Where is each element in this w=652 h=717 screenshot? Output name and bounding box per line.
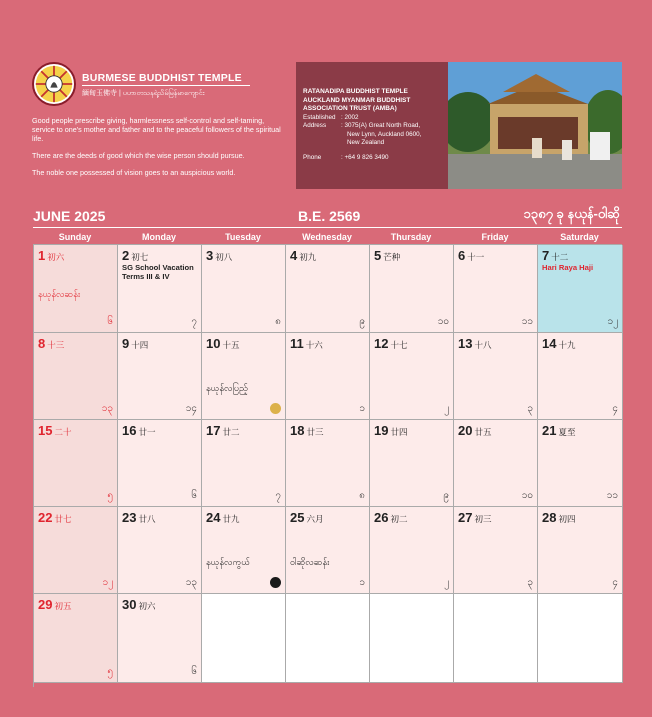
empty-day-cell — [538, 594, 623, 683]
day-number — [374, 336, 407, 351]
day-cell-17 — [202, 420, 286, 507]
day-number — [38, 597, 71, 612]
moon-day-number: ၉ — [359, 316, 365, 327]
day-number-value: 12 — [374, 336, 389, 351]
day-number — [542, 423, 575, 438]
day-cell-20 — [454, 420, 538, 507]
day-cell-29 — [34, 594, 118, 683]
quotes — [32, 116, 282, 185]
day-number-value: 6 — [458, 248, 466, 263]
day-cell-14 — [538, 333, 623, 420]
moon-day-number: ၆ — [191, 490, 197, 501]
weekday-monday: Monday — [141, 232, 176, 242]
chinese-lunar-date: 初七 — [131, 252, 149, 262]
phone-value: : +64 9 826 3490 — [341, 153, 389, 161]
day-cell-26 — [370, 507, 454, 594]
moon-day-number: ၆ — [191, 666, 197, 677]
day-number — [122, 336, 148, 351]
quote-3: The noble one possessed of vision goes to an auspicious world. — [32, 168, 236, 177]
weekday-sunday: Sunday — [58, 232, 92, 242]
weekday-friday: Friday — [481, 232, 509, 242]
moon-day-number: ၄ — [612, 577, 618, 588]
chinese-lunar-date: 十九 — [558, 340, 576, 350]
chinese-lunar-date: 芒种 — [383, 252, 401, 262]
empty-day-cell — [286, 594, 370, 683]
day-number-value: 2 — [122, 248, 130, 263]
month-title: JUNE 2025 — [33, 208, 106, 224]
day-number-value: 11 — [290, 336, 304, 351]
chinese-lunar-date: 初四 — [558, 514, 576, 524]
day-number-value: 7 — [542, 248, 550, 263]
day-number — [290, 423, 323, 438]
day-number-value: 14 — [542, 336, 557, 351]
moon-day-number: ၁၀ — [521, 490, 533, 501]
day-number — [122, 510, 155, 525]
day-cell-11 — [286, 333, 370, 420]
day-cell-8 — [34, 333, 118, 420]
moon-day-number: ၁၃ — [101, 403, 113, 414]
moon-day-number: ၃ — [527, 577, 533, 588]
day-cell-2 — [118, 245, 202, 333]
day-number-value: 5 — [374, 248, 382, 263]
day-number — [206, 423, 239, 438]
day-cell-21 — [538, 420, 623, 507]
day-number-value: 20 — [458, 423, 473, 438]
day-number — [38, 248, 64, 263]
moon-day-number: ၁၂ — [102, 577, 113, 588]
moon-day-number: ၃ — [527, 403, 533, 414]
moon-day-number: ၈ — [359, 490, 365, 501]
moon-day-number: ၁၁ — [606, 490, 618, 501]
day-number — [290, 510, 323, 525]
quote-1: Good people prescribe giving, harmlessness self-control and self-taming, service to one's mother and father and to the peaceful followers of the spiritual life. — [32, 116, 281, 143]
address-line-3: New Zealand — [347, 139, 385, 146]
day-cell-15 — [34, 420, 118, 507]
day-number — [38, 510, 71, 525]
day-number — [38, 423, 71, 438]
day-number — [542, 336, 575, 351]
moon-day-number: ၁ — [359, 577, 365, 588]
day-number — [206, 510, 239, 525]
day-number-value: 23 — [122, 510, 137, 525]
chinese-lunar-date: 廿七 — [54, 514, 72, 524]
temple-subtitle: 緬甸玉佛寺 | ပဟာတသနရဲ့သိမ်မြန်မာကျောင်း — [82, 90, 205, 97]
day-cell-12 — [370, 333, 454, 420]
info-phone — [303, 154, 448, 163]
day-number — [122, 597, 155, 612]
day-number-value: 1 — [38, 248, 46, 263]
empty-day-cell — [454, 594, 538, 683]
info-established — [303, 114, 448, 123]
day-number — [290, 248, 316, 263]
chinese-lunar-date: 初二 — [390, 514, 408, 524]
day-number-value: 10 — [206, 336, 221, 351]
moon-day-number: ၇ — [275, 490, 281, 501]
buddhist-era-title: B.E. 2569 — [298, 208, 361, 224]
moon-day-number: ၄ — [612, 403, 618, 414]
day-number-value: 29 — [38, 597, 53, 612]
day-number — [542, 510, 575, 525]
holiday-note: Hari Raya Haji — [542, 263, 594, 272]
chinese-lunar-date: 廿五 — [474, 427, 492, 437]
chinese-lunar-date: 十一 — [467, 252, 485, 262]
weekday-tuesday: Tuesday — [225, 232, 261, 242]
day-number — [458, 423, 491, 438]
moon-day-number: ၆ — [107, 316, 113, 327]
moon-day-number: ၇ — [191, 316, 197, 327]
day-cell-3 — [202, 245, 286, 333]
address-value — [341, 122, 448, 148]
day-number — [374, 510, 407, 525]
day-cell-18 — [286, 420, 370, 507]
day-cell-24 — [202, 507, 286, 594]
moon-day-number: ၂ — [444, 577, 449, 588]
day-cell-16 — [118, 420, 202, 507]
day-number-value: 28 — [542, 510, 557, 525]
quote-2: There are the deeds of good which the wise person should pursue. — [32, 151, 245, 160]
chinese-lunar-date: 十五 — [222, 340, 240, 350]
day-number-value: 21 — [542, 423, 557, 438]
chinese-lunar-date: 廿二 — [222, 427, 240, 437]
day-number-value: 18 — [290, 423, 305, 438]
myanmar-note: နယုန်လကွယ် — [206, 557, 251, 567]
chinese-lunar-date: 十六 — [305, 340, 323, 350]
chinese-lunar-date: 十七 — [390, 340, 408, 350]
day-number-value: 3 — [206, 248, 214, 263]
weekday-thursday: Thursday — [390, 232, 432, 242]
day-number — [458, 336, 491, 351]
chinese-lunar-date: 廿三 — [306, 427, 324, 437]
info-title-line-2: AUCKLAND MYANMAR BUDDHIST — [303, 96, 411, 104]
chinese-lunar-date: 二十 — [54, 427, 72, 437]
day-number-value: 8 — [38, 336, 46, 351]
day-number — [122, 423, 155, 438]
address-line-2: New Lynn, Auckland 0600, — [347, 130, 422, 138]
day-cell-6 — [454, 245, 538, 333]
day-number — [206, 248, 232, 263]
temple-logo — [32, 62, 76, 106]
day-cell-10 — [202, 333, 286, 420]
address-label: Address — [303, 122, 327, 129]
temple-name-rule — [82, 85, 250, 86]
day-number-value: 26 — [374, 510, 389, 525]
day-number-value: 17 — [206, 423, 221, 438]
info-address — [303, 122, 448, 148]
moon-day-number: ၁၄ — [185, 403, 197, 414]
temple-name: BURMESE BUDDHIST TEMPLE — [82, 72, 242, 84]
holiday-note: SG School Vacation Terms III & IV — [122, 263, 194, 281]
weekday-saturday: Saturday — [560, 232, 599, 242]
info-title-line-3: ASSOCIATION TRUST (AMBA) — [303, 105, 397, 112]
day-cell-7 — [538, 245, 623, 333]
day-number-value: 9 — [122, 336, 130, 351]
full-moon-icon — [270, 403, 281, 414]
chinese-lunar-date: 初三 — [474, 514, 492, 524]
day-number — [458, 510, 491, 525]
moon-day-number: ၉ — [443, 490, 449, 501]
day-cell-27 — [454, 507, 538, 594]
myanmar-note: နယုန်လဆန်း — [38, 289, 81, 299]
info-title-line-1: RATANADIPA BUDDHIST TEMPLE — [303, 88, 408, 95]
moon-day-number: ၁၂ — [607, 316, 618, 327]
chinese-lunar-date: 初九 — [299, 252, 317, 262]
day-cell-5 — [370, 245, 454, 333]
chinese-lunar-date: 廿四 — [390, 427, 408, 437]
day-number-value: 19 — [374, 423, 389, 438]
chinese-lunar-date: 十三 — [47, 340, 65, 350]
chinese-lunar-date: 初六 — [47, 252, 65, 262]
chinese-lunar-date: 夏至 — [558, 427, 576, 437]
day-number-value: 4 — [290, 248, 298, 263]
moon-day-number: ၅ — [107, 490, 113, 501]
chinese-lunar-date: 初八 — [215, 252, 233, 262]
calendar-grid — [33, 244, 622, 687]
day-cell-23 — [118, 507, 202, 594]
day-number — [290, 336, 323, 351]
new-moon-icon — [270, 577, 281, 588]
moon-day-number: ၁၁ — [521, 316, 533, 327]
moon-day-number: ၁၃ — [185, 577, 197, 588]
day-cell-30 — [118, 594, 202, 683]
chinese-lunar-date: 廿一 — [138, 427, 156, 437]
phone-label: Phone — [303, 153, 322, 161]
empty-day-cell — [370, 594, 454, 683]
moon-day-number: ၁ — [359, 403, 365, 414]
chinese-lunar-date: 初六 — [138, 601, 156, 611]
chinese-lunar-date: 六月 — [306, 514, 324, 524]
day-cell-25 — [286, 507, 370, 594]
address-line-1: : 3075(A) Great North Road, — [341, 122, 421, 129]
moon-day-number: ၁၀ — [437, 316, 449, 327]
day-cell-28 — [538, 507, 623, 594]
day-number — [542, 248, 568, 263]
day-number — [374, 248, 400, 263]
day-cell-1 — [34, 245, 118, 333]
chinese-lunar-date: 十八 — [474, 340, 492, 350]
day-cell-13 — [454, 333, 538, 420]
day-number-value: 27 — [458, 510, 473, 525]
chinese-lunar-date: 廿八 — [138, 514, 156, 524]
chinese-lunar-date: 廿九 — [222, 514, 240, 524]
empty-day-cell — [202, 594, 286, 683]
moon-day-number: ၂ — [444, 403, 449, 414]
day-number-value: 30 — [122, 597, 137, 612]
myanmar-note: နယုန်လပြည့် — [206, 383, 248, 393]
moon-day-number: ၅ — [107, 666, 113, 677]
day-cell-19 — [370, 420, 454, 507]
established-value: : 2002 — [341, 113, 359, 121]
chinese-lunar-date: 初五 — [54, 601, 72, 611]
day-number-value: 25 — [290, 510, 305, 525]
chinese-lunar-date: 十四 — [131, 340, 149, 350]
day-cell-9 — [118, 333, 202, 420]
day-cell-22 — [34, 507, 118, 594]
chinese-lunar-date: 十二 — [551, 252, 569, 262]
day-number — [38, 336, 64, 351]
day-number — [458, 248, 484, 263]
day-number-value: 13 — [458, 336, 473, 351]
moon-day-number: ၈ — [275, 316, 281, 327]
day-number — [122, 248, 148, 263]
temple-photo — [448, 62, 622, 189]
myanmar-month-title: ၁၃၈၇ ခု နယုန်-ဝါဆို — [523, 206, 620, 221]
day-cell-4 — [286, 245, 370, 333]
day-number — [206, 336, 239, 351]
established-label: Established — [303, 113, 336, 121]
day-number-value: 24 — [206, 510, 221, 525]
temple-info-box — [296, 62, 448, 189]
myanmar-note: ဝါဆိုလဆန်း — [290, 557, 330, 567]
day-number — [374, 423, 407, 438]
day-number-value: 15 — [38, 423, 53, 438]
weekday-wednesday: Wednesday — [302, 232, 352, 242]
day-number-value: 16 — [122, 423, 137, 438]
title-rule — [33, 227, 622, 228]
day-number-value: 22 — [38, 510, 53, 525]
